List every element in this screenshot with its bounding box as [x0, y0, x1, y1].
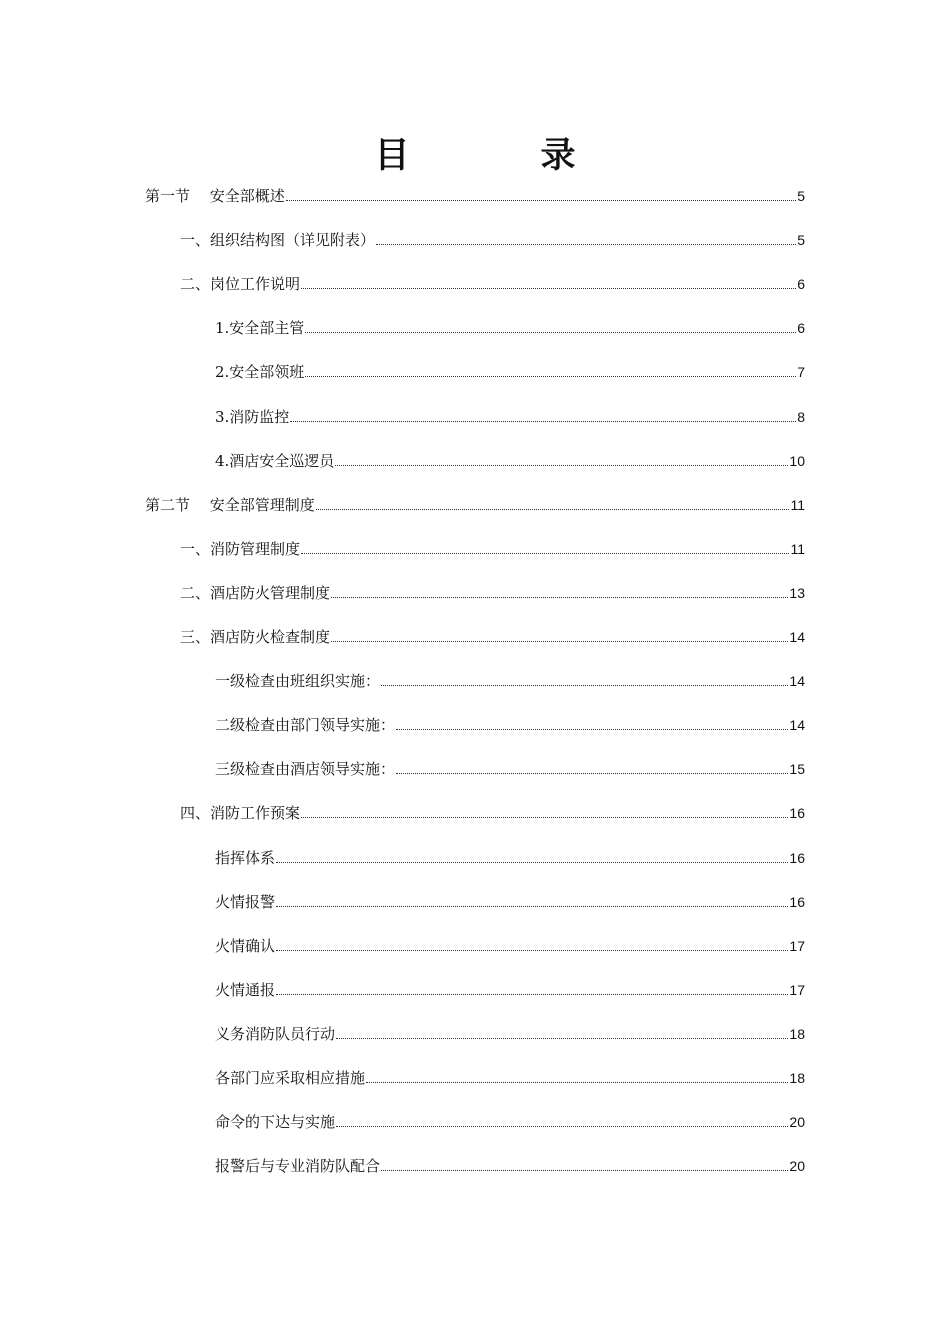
toc-dot-leader: [276, 906, 788, 907]
toc-dot-leader: [396, 773, 788, 774]
toc-entry-label: 第一节 安全部概述: [145, 187, 285, 205]
toc-entry-label: 命令的下达与实施: [215, 1113, 336, 1132]
toc-entry-label: 二、酒店防火管理制度: [180, 583, 331, 602]
toc-dot-leader: [381, 685, 788, 686]
toc-entry-label: 火情确认: [215, 936, 276, 955]
toc-dot-leader: [336, 1038, 788, 1039]
toc-dot-leader: [301, 553, 789, 554]
toc-page-number: 20: [789, 1114, 805, 1131]
toc-entry-label: 三级检查由酒店领导实施：: [215, 760, 396, 779]
toc-entry[interactable]: [215, 970, 805, 1000]
toc-entry[interactable]: [215, 1146, 805, 1176]
toc-entry[interactable]: [215, 926, 805, 956]
toc-dot-leader: [290, 421, 796, 422]
toc-entry-label: 指挥体系: [215, 848, 276, 867]
toc-entry-label: 火情通报: [215, 980, 276, 999]
toc-entry-label: 1.安全部主管: [215, 319, 305, 338]
toc-entry[interactable]: [180, 264, 805, 294]
toc-entry[interactable]: [145, 485, 805, 515]
toc-entry-label: 一、消防管理制度: [180, 539, 301, 558]
toc-page-number: 16: [789, 893, 805, 910]
toc-entry-label: 一、组织结构图（详见附表）: [180, 231, 376, 250]
toc-dot-leader: [276, 950, 788, 951]
toc-page-number: 18: [789, 1025, 805, 1042]
toc-entry-label: 四、消防工作预案: [180, 804, 301, 823]
toc-dot-leader: [335, 465, 788, 466]
toc-title: 目 录: [374, 136, 624, 176]
toc-page-number: 14: [789, 673, 805, 690]
toc-entry[interactable]: [180, 573, 805, 603]
toc-dot-leader: [276, 862, 788, 863]
toc-entry[interactable]: [215, 352, 805, 382]
toc-entry[interactable]: [215, 1014, 805, 1044]
toc-entry-label: 二、岗位工作说明: [180, 275, 301, 294]
toc-entry[interactable]: [180, 793, 805, 823]
toc-page-number: 20: [789, 1158, 805, 1175]
toc-page-number: 11: [790, 496, 805, 513]
toc-dot-leader: [336, 1126, 788, 1127]
toc-entry[interactable]: [215, 1102, 805, 1132]
toc-entry[interactable]: [180, 529, 805, 559]
toc-page-number: 17: [789, 981, 805, 998]
toc-dot-leader: [381, 1170, 788, 1171]
toc-dot-leader: [331, 597, 788, 598]
toc-dot-leader: [276, 994, 788, 995]
toc-dot-leader: [305, 376, 796, 377]
toc-entry-label: 2.安全部领班: [215, 363, 305, 382]
toc-entry[interactable]: [215, 838, 805, 868]
toc-dot-leader: [305, 332, 796, 333]
toc-page-number: 6: [797, 320, 805, 337]
toc-entry[interactable]: [215, 397, 805, 427]
toc-entry-label: 4.酒店安全巡逻员: [215, 451, 335, 470]
toc-dot-leader: [366, 1082, 788, 1083]
toc-entry-label: 火情报警: [215, 892, 276, 911]
toc-page-number: 14: [789, 629, 805, 645]
toc-entry-label: 三、酒店防火检查制度: [180, 628, 331, 646]
toc-page-number: 8: [797, 408, 805, 425]
toc-entry[interactable]: [215, 705, 805, 735]
toc-page-number: 13: [789, 584, 805, 601]
toc-page-number: 17: [789, 937, 805, 954]
toc-entry[interactable]: [215, 308, 805, 338]
toc-entry[interactable]: [180, 220, 805, 250]
toc-page-number: 15: [789, 761, 805, 778]
toc-dot-leader: [396, 729, 788, 730]
toc-entry[interactable]: [215, 882, 805, 912]
toc-dot-leader: [316, 509, 790, 510]
toc-entry-label: 一级检查由班组织实施：: [215, 672, 381, 691]
toc-dot-leader: [286, 200, 796, 201]
toc-entry-label: 报警后与专业消防队配合: [215, 1157, 381, 1176]
toc-page-number: 11: [790, 540, 805, 557]
toc-entry[interactable]: [215, 749, 805, 779]
toc-page-number: 18: [789, 1070, 805, 1086]
toc-entry-label: 3.消防监控: [215, 407, 290, 426]
toc-entry[interactable]: [145, 176, 805, 206]
toc-entry[interactable]: [215, 661, 805, 691]
toc-page-number: 14: [789, 717, 805, 734]
toc-page-number: 16: [789, 849, 805, 866]
toc-entry-label: 二级检查由部门领导实施：: [215, 716, 396, 735]
toc-entry-label: 第二节 安全部管理制度: [145, 495, 315, 514]
toc-entry-label: 义务消防队员行动: [215, 1024, 336, 1043]
toc-dot-leader: [301, 817, 788, 818]
toc-dot-leader: [376, 244, 796, 245]
toc-entry-label: 各部门应采取相应措施: [215, 1069, 366, 1087]
toc-page-number: 5: [797, 232, 805, 249]
toc-entry[interactable]: [180, 617, 805, 647]
toc-dot-leader: [331, 641, 788, 642]
toc-entry[interactable]: [215, 1058, 805, 1088]
toc-page-number: 7: [797, 364, 805, 381]
toc-page-number: 5: [797, 188, 805, 204]
toc-entry[interactable]: [215, 441, 805, 471]
toc-page-number: 6: [797, 276, 805, 293]
toc-page-number: 10: [789, 452, 805, 469]
toc-page-number: 16: [789, 805, 805, 822]
toc-dot-leader: [301, 288, 796, 289]
